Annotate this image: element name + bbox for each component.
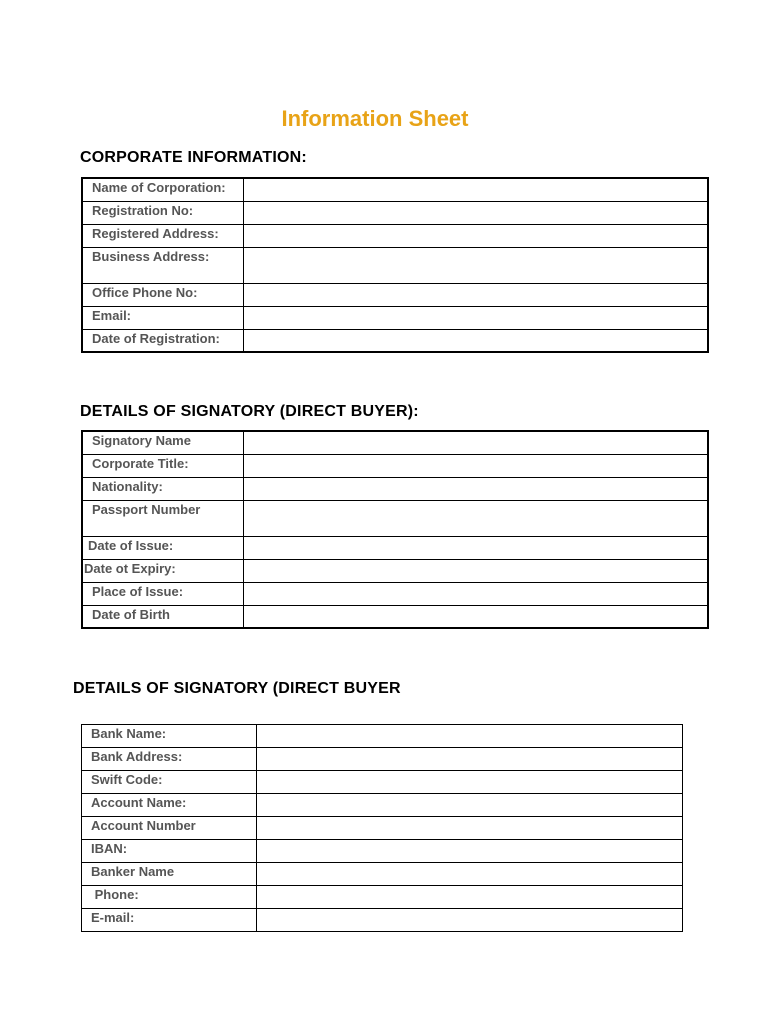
field-label: Office Phone No: — [82, 283, 243, 306]
table-row — [82, 771, 683, 794]
table-row — [82, 454, 708, 477]
field-label: Email: — [82, 306, 243, 329]
field-value-date-of-issue[interactable] — [243, 536, 708, 559]
field-label: Passport Number — [82, 500, 243, 536]
field-value-business-address[interactable] — [243, 247, 708, 283]
field-value-account-name[interactable] — [257, 794, 683, 817]
field-label: Banker Name — [82, 863, 257, 886]
field-value-date-of-birth[interactable] — [243, 605, 708, 628]
field-value-nationality[interactable] — [243, 477, 708, 500]
field-label: Phone: — [82, 886, 257, 909]
table-row — [82, 247, 708, 283]
field-value-office-phone[interactable] — [243, 283, 708, 306]
table-row — [82, 863, 683, 886]
field-label: Account Name: — [82, 794, 257, 817]
table-row — [82, 840, 683, 863]
field-value-bank-name[interactable] — [257, 725, 683, 748]
table-row — [82, 605, 708, 628]
field-label: Signatory Name — [82, 431, 243, 454]
table-row — [82, 582, 708, 605]
field-label: Bank Name: — [82, 725, 257, 748]
table-row — [82, 909, 683, 932]
field-label: Registration No: — [82, 201, 243, 224]
table-row — [82, 886, 683, 909]
table-row — [82, 817, 683, 840]
table-row — [82, 306, 708, 329]
table-row — [82, 477, 708, 500]
field-value-banker-name[interactable] — [257, 863, 683, 886]
bank-info-table — [81, 724, 683, 932]
section-heading-signatory: DETAILS OF SIGNATORY (DIRECT BUYER): — [80, 403, 419, 420]
field-label: Name of Corporation: — [82, 178, 243, 201]
field-value-registration-no[interactable] — [243, 201, 708, 224]
table-row — [82, 201, 708, 224]
field-value-bank-address[interactable] — [257, 748, 683, 771]
field-value-date-of-expiry[interactable] — [243, 559, 708, 582]
field-value-name-of-corporation[interactable] — [243, 178, 708, 201]
field-label: Date of Registration: — [82, 329, 243, 352]
field-value-bank-email[interactable] — [257, 909, 683, 932]
table-row — [82, 224, 708, 247]
field-label: Date of Birth — [82, 605, 243, 628]
section-heading-bank: DETAILS OF SIGNATORY (DIRECT BUYER — [73, 680, 401, 697]
corporate-info-table — [81, 177, 709, 353]
field-label: Business Address: — [82, 247, 243, 283]
table-row — [82, 283, 708, 306]
field-value-iban[interactable] — [257, 840, 683, 863]
field-label: Date of Issue: — [82, 536, 243, 559]
field-label: IBAN: — [82, 840, 257, 863]
field-label: Registered Address: — [82, 224, 243, 247]
table-row — [82, 431, 708, 454]
table-row — [82, 794, 683, 817]
field-label: Corporate Title: — [82, 454, 243, 477]
field-value-place-of-issue[interactable] — [243, 582, 708, 605]
field-label: Nationality: — [82, 477, 243, 500]
table-row — [82, 559, 708, 582]
field-label: Date ot Expiry: — [82, 559, 243, 582]
field-label: Account Number — [82, 817, 257, 840]
field-value-signatory-name[interactable] — [243, 431, 708, 454]
table-row — [82, 536, 708, 559]
field-value-registered-address[interactable] — [243, 224, 708, 247]
field-label: Swift Code: — [82, 771, 257, 794]
field-value-date-of-registration[interactable] — [243, 329, 708, 352]
page-title: Information Sheet — [281, 106, 469, 131]
field-label: Bank Address: — [82, 748, 257, 771]
table-row — [82, 748, 683, 771]
field-value-email[interactable] — [243, 306, 708, 329]
field-value-corporate-title[interactable] — [243, 454, 708, 477]
field-value-phone[interactable] — [257, 886, 683, 909]
field-value-passport-number[interactable] — [243, 500, 708, 536]
field-label: Place of Issue: — [82, 582, 243, 605]
table-row — [82, 329, 708, 352]
field-label: E-mail: — [82, 909, 257, 932]
table-row — [82, 500, 708, 536]
field-value-account-number[interactable] — [257, 817, 683, 840]
field-value-swift-code[interactable] — [257, 771, 683, 794]
table-row — [82, 178, 708, 201]
section-heading-corporate: CORPORATE INFORMATION: — [80, 149, 307, 166]
table-row — [82, 725, 683, 748]
signatory-table — [81, 430, 709, 629]
